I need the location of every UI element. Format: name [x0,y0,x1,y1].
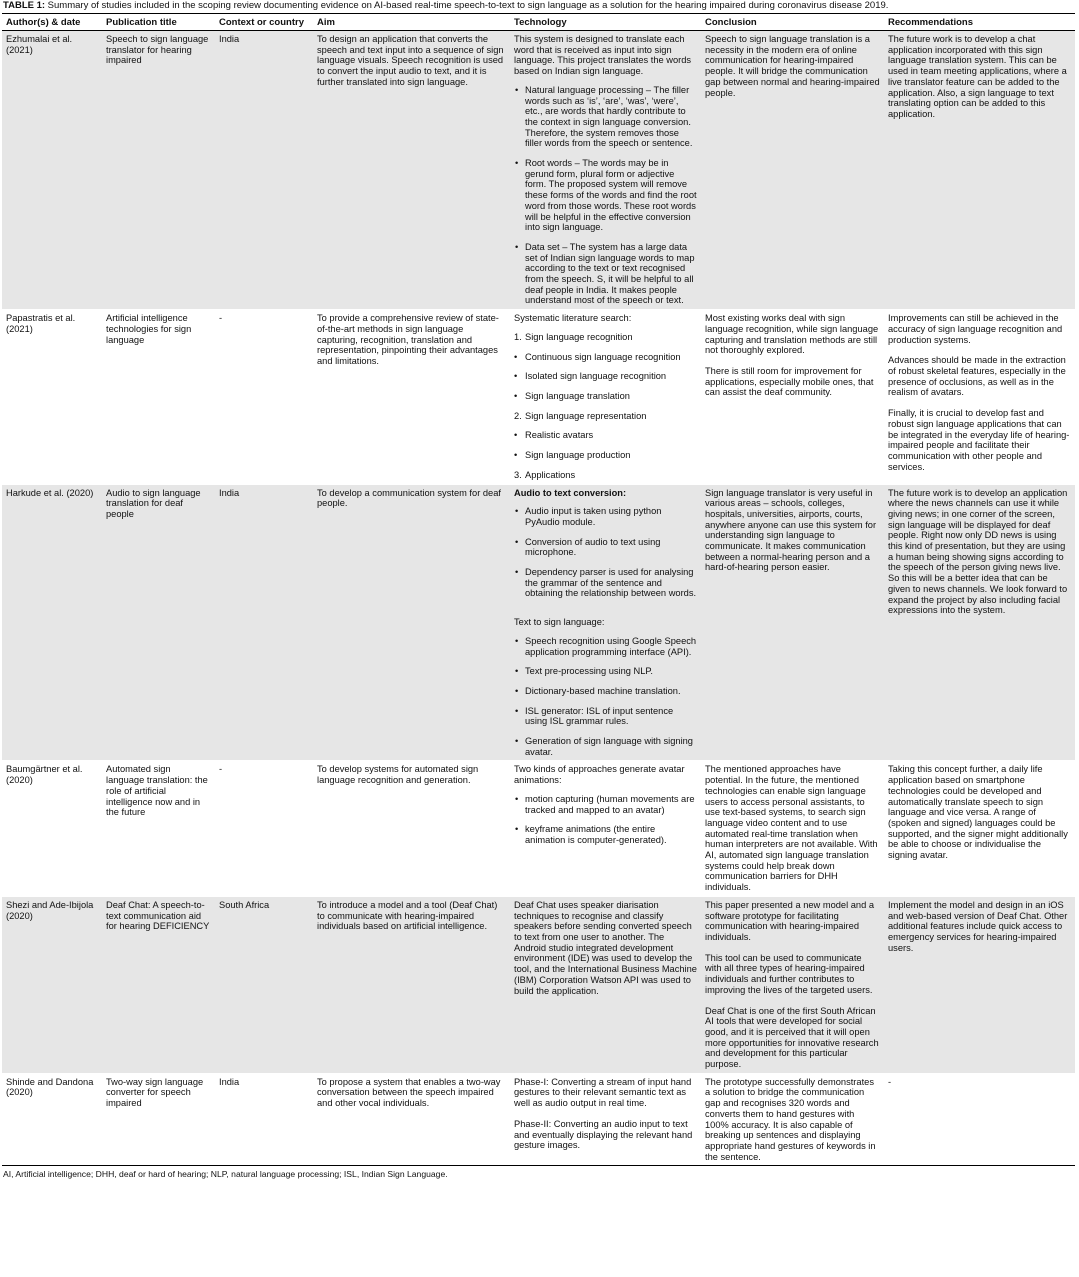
list-item [514,411,697,422]
cell-aim: To introduce a model and a tool (Deaf Chat) to communicate with hearing-impaired individuals based on artificial intelligence. [313,896,510,1073]
cell-technology [510,310,701,484]
header-row [2,14,1075,31]
cell-conclusion [701,310,884,484]
cell-recommendations [884,310,1075,484]
header-author: Author(s) & date [2,14,102,31]
list-item: • Root words – The words may be in gerund form, plural form or adjective form. The proposed system will remove these forms of the words and find the root word from those words. These root words will be helpful in the effective conversion into sign language. [525,158,697,233]
cell-conclusion [701,896,884,1073]
cell-recommendations [884,31,1075,310]
table-row [2,484,1075,761]
cell-author: Ezhumalai et al. (2021) [2,31,102,310]
cell-aim: To design an application that converts the speech and text input into a sequence of sign language visuals. Speech recognition is used to convert the input audio to text, and it is further translated into sign language. [313,31,510,310]
list-item: • Data set – The system has a large data set of Indian sign language words to map according to the text or text recognised from the speech. S, it will be helpful to all deaf people in India. It makes people understand most of the speech or text. [525,242,697,306]
recommendation-paragraph: Improvements can still be achieved in the accuracy of sign language recognition and production systems. [888,313,1063,345]
list-item: • Audio input is taken using python PyAudio module. [525,506,697,527]
recommendation-paragraph: The future work is to develop an application where the news channels can use it while giving news; in one corner of the screen, sign language will be displayed for deaf people. Right now only DD news is using this kind of presentation, but they are using a human being showing signs according to the speech of the person giving news live. So this will be a better idea that can be given to news channels. We look forward to expand the project by also including facial expressions into the system. [888,487,1068,616]
list-item: • Conversion of audio to text using microphone. [525,537,697,558]
cell-country: - [215,310,313,484]
cell-technology [510,1073,701,1166]
list-text: Applications [525,469,576,480]
list-marker: • [514,450,518,461]
recommendation-paragraph: - [888,1076,892,1087]
list-text: Sign language representation [525,410,647,421]
list-marker: 1. [514,331,522,342]
tech-paragraph: Deaf Chat uses speaker diarisation techniques to recognise and classify speakers before sending converted speech to text from one user to another. The Android studio integrated development environment (IDE) was used to develop the tool, and the International Business Machine (IBM) Corporation Watson API was used to build the application. [514,899,697,996]
cell-recommendations [884,761,1075,896]
tech-intro: Systematic literature search: [514,313,632,324]
cell-author: Shinde and Dandona (2020) [6,1076,94,1098]
conclusion-paragraph: There is still room for improvement for applications, especially mobile ones, that can assist the deaf community. [705,365,874,398]
list-text: Continuous sign language recognition [525,351,681,362]
cell-aim: To develop a communication system for deaf people. [313,484,510,761]
recommendation-paragraph: Advances should be made in the extraction of robust skeletal features, especially in the presence of occlusions, as well as in the realism of avatars. [888,355,1066,398]
tech-paragraph: Phase-I: Converting a stream of input hand gestures to their relevant semantic text as well as audio output in real time. [514,1076,692,1109]
cell-technology [510,31,701,310]
list-item [514,391,697,402]
table-footnote: AI, Artificial intelligence; DHH, deaf or hard of hearing; NLP, natural language processing; ISL, Indian Sign Language. [3,1169,448,1180]
cell-conclusion [701,31,884,310]
tech-intro: This system is designed to translate each word that is received as input into sign language. This project translates the words based on Indian sign language. [514,34,692,77]
list-item [514,332,697,343]
list-item [514,430,697,441]
header-country: Context or country [215,14,313,31]
cell-title: Audio to sign language translation for deaf people [102,484,215,761]
tech-list [514,85,697,306]
cell-author: Papastratis et al. (2021) [2,310,102,484]
tech-list [514,636,697,758]
cell-country: - [215,761,313,896]
cell-country: India [215,31,313,310]
header-conclusion: Conclusion [701,14,884,31]
list-text: Sign language production [525,450,631,461]
tech-list [514,506,697,599]
cell-technology [510,484,701,761]
cell-title: Deaf Chat: A speech-to-text communication aid for hearing DEFICIENCY [102,896,215,1073]
header-technology: Technology [510,14,701,31]
list-item: • Generation of sign language with signing avatar. [525,736,697,757]
header-aim: Aim [313,14,510,31]
list-text: Realistic avatars [525,430,594,441]
recommendation-paragraph: Taking this concept further, a daily life application based on smartphone technologies could be developed and automatically translate speech to sign language and vice versa. A range of (spoken and signed) languages could be supported, and the signer might additionally be able to choose or individualise the signing avatar. [888,764,1068,861]
table-row [2,761,1075,896]
list-marker: • [514,351,518,362]
cell-conclusion [701,484,884,761]
cell-country: India [219,1076,240,1087]
conclusion-paragraph: This tool can be used to communicate with all three types of hearing-impaired individuals and further contributes to improving the lives of the targeted users. [705,952,873,995]
conclusion-paragraph: The prototype successfully demonstrates a solution to bridge the communication gap and recognises 320 words and converts them to hand gestures with 100% accuracy. It is also capable of breaking up sentences and displaying appropriate hand gestures of keywords in the sentence. [705,1076,876,1162]
list-item: • motion capturing (human movements are tracked and mapped to an avatar) [525,794,697,815]
cell-aim: To develop systems for automated sign language recognition and generation. [313,761,510,896]
cell-title: Automated sign language translation: the role of artificial intelligence now and in the future [102,761,215,896]
tech-list [514,332,697,481]
conclusion-paragraph: Deaf Chat is one of the first South African AI tools that were developed for social good, and it is perceived that it will open more opportunities for innovative research and development for this particular purpose. [705,1005,879,1070]
cell-title: Two-way sign language converter for speech impaired [106,1076,204,1109]
list-marker: • [514,390,518,401]
list-marker: • [514,430,518,441]
document-page [2,0,1077,1180]
cell-recommendations [884,484,1075,761]
tech-list [514,794,697,846]
table-row [2,310,1075,484]
cell-recommendations [884,896,1075,1073]
table-caption-label: TABLE 1: [3,0,46,11]
tech-heading: Audio to text conversion: [514,487,627,498]
list-text: Sign language recognition [525,331,633,342]
cell-aim: To propose a system that enables a two-way conversation between the speech impaired and other vocal individuals. [317,1076,501,1109]
conclusion-paragraph: Sign language translator is very useful in various areas – schools, colleges, hospitals, universities, airports, courts, anywhere anyone can use this system for understanding sign language to communicate. It makes communication between a normal-hearing person and a hard-of-hearing person easier. [705,487,877,573]
list-item [514,450,697,461]
cell-title: Speech to sign language translator for hearing impaired [102,31,215,310]
conclusion-paragraph: Most existing works deal with sign language recognition, while sign language capturing and translation methods are still not thoroughly explored. [705,313,879,356]
conclusion-paragraph: Speech to sign language translation is a necessity in the modern era of online communication for hearing-impaired people. It will bridge the communication gap between normal and hearing-impaired people. [705,34,880,98]
cell-country: India [215,484,313,761]
tech-intro: Two kinds of approaches generate avatar animations: [514,764,685,786]
cell-title: Artificial intelligence technologies for sign language [102,310,215,484]
cell-conclusion [701,761,884,896]
list-item: • keyframe animations (the entire animation is computer-generated). [525,824,697,845]
cell-technology [510,761,701,896]
table-caption-text: Summary of studies included in the scoping review documenting evidence on AI-based real-time speech-to-text to sign language as a solution for the hearing impaired during coronavirus disease 2019. [45,0,889,11]
recommendation-paragraph: Finally, it is crucial to develop fast and robust sign language applications that can be integrated in the everyday life of hearing-impaired people and facilitate their communication with other people and services. [888,408,1070,472]
list-item: • Dependency parser is used for analysing the grammar of the sentence and obtaining the relationship between words. [525,567,697,599]
recommendation-paragraph: Implement the model and design in an iOS and web-based version of Deaf Chat. Other additional features include quick access to emergency services for hearing-impaired users. [888,899,1068,953]
tech-heading: Text to sign language: [514,617,605,628]
list-item [514,352,697,363]
header-recommendations: Recommendations [884,14,1075,31]
table-row [2,1073,1075,1166]
cell-aim: To provide a comprehensive review of state-of-the-art methods in sign language capturing, recognition, translation and representation, pinpointing their advantages and limitations. [313,310,510,484]
list-marker: 2. [514,410,522,421]
list-item: • Dictionary-based machine translation. [525,686,697,697]
table-row [2,31,1075,310]
list-text: Isolated sign language recognition [525,371,667,382]
cell-conclusion [701,1073,884,1166]
cell-country: South Africa [215,896,313,1073]
cell-author: Shezi and Ade-Ibijola (2020) [2,896,102,1073]
list-item [514,371,697,382]
cell-technology [510,896,701,1073]
table-row [2,896,1075,1073]
list-item: • Text pre-processing using NLP. [525,666,697,677]
cell-author: Baumgärtner et al. (2020) [2,761,102,896]
list-marker: • [514,371,518,382]
summary-table [2,13,1075,1166]
list-item: • Natural language processing – The filler words such as ‘is’, ‘are’, ‘was’, ‘were’, etc., are words that hardly contribute to the context in sign language conversion. Therefore, the system removes those filler words from the speech or sentence. [525,85,697,149]
cell-recommendations [884,1073,1075,1166]
conclusion-paragraph: This paper presented a new model and a software prototype for facilitating communication with hearing-impaired individuals. [705,899,875,942]
conclusion-paragraph: The mentioned approaches have potential. In the future, the mentioned technologies can enable sign language users to access personal assistants, to use text-based systems, to search sign language video content and to use automated real-time translation when human interpreters are not available. With AI, automated sign language translation systems could help break down communication barriers for DHH individuals. [705,764,878,893]
list-item [514,470,697,481]
header-title: Publication title [102,14,215,31]
recommendation-paragraph: The future work is to develop a chat application incorporated with this sign language translation system. This can be used in team meeting applications, where a live translator feature can be added to the application. Also, a sign language to text translating option can be added to this application. [888,34,1067,119]
list-marker: 3. [514,469,522,480]
list-item: • ISL generator: ISL of input sentence using ISL grammar rules. [525,706,697,727]
cell-author: Harkude et al. (2020) [2,484,102,761]
list-item: • Speech recognition using Google Speech application programming interface (API). [525,636,697,657]
table-caption [2,0,1077,13]
tech-paragraph: Phase-II: Converting an audio input to text and eventually displaying the relevant hand gesture images. [514,1118,693,1151]
list-text: Sign language translation [525,390,630,401]
